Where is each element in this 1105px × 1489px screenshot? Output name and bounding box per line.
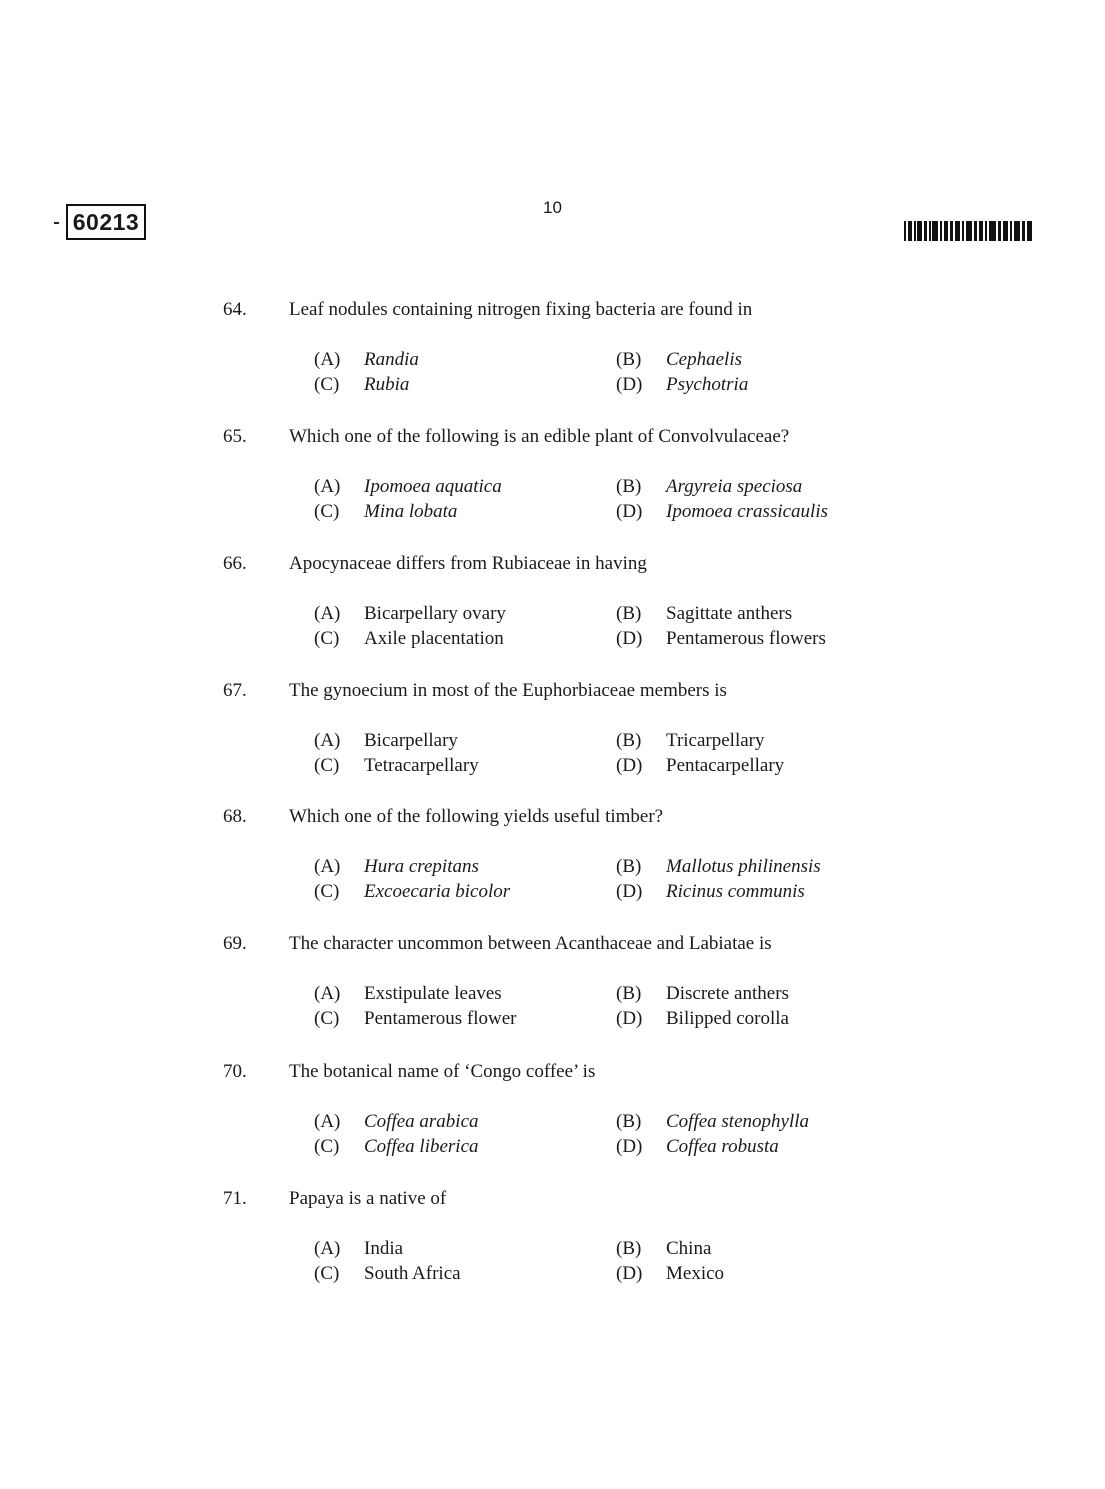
option-text: India [364,1238,404,1259]
option-label: (A) [314,1111,341,1132]
option-c[interactable] [314,374,409,396]
option-text: Cephaelis [666,349,742,370]
option-c[interactable] [314,1136,479,1158]
option-text: Bicarpellary ovary [364,603,506,624]
option-label: (D) [616,501,643,522]
option-text: Tetracarpellary [364,755,479,776]
option-text: Randia [364,349,419,370]
option-c[interactable] [314,501,457,523]
question-64 [0,299,1105,419]
option-a[interactable] [314,1238,403,1260]
option-b[interactable] [616,603,792,625]
option-b[interactable] [616,856,821,878]
option-label: (B) [616,983,642,1004]
question-number: 67. [223,680,247,701]
option-d[interactable] [616,755,784,777]
option-c[interactable] [314,628,504,650]
option-label: (A) [314,983,341,1004]
option-a[interactable] [314,983,502,1005]
question-66 [0,553,1105,673]
option-text: Exstipulate leaves [364,983,502,1004]
option-text: Bicarpellary [364,730,458,751]
option-text: Psychotria [666,374,749,395]
option-text: Pentamerous flowers [666,628,826,649]
question-69 [0,933,1105,1053]
option-text: Ipomoea crassicaulis [666,501,829,522]
option-label: (D) [616,628,643,649]
option-c[interactable] [314,1263,461,1285]
question-number: 64. [223,299,247,320]
option-text: Rubia [364,374,410,395]
option-text: China [666,1238,712,1259]
option-d[interactable] [616,881,805,903]
option-label: (C) [314,1263,340,1284]
question-text: The character uncommon between Acanthaceae and Labiatae is [289,933,772,954]
option-label: (B) [616,603,642,624]
option-label: (C) [314,501,340,522]
question-text: Leaf nodules containing nitrogen fixing bacteria are found in [289,299,753,320]
option-text: Bilipped corolla [666,1008,789,1029]
option-label: (D) [616,1008,643,1029]
question-67 [0,680,1105,800]
margin-dot [54,222,59,224]
option-d[interactable] [616,1263,724,1285]
option-label: (C) [314,628,340,649]
option-label: (A) [314,856,341,877]
option-d[interactable] [616,1136,779,1158]
option-label: (B) [616,1238,642,1259]
option-b[interactable] [616,1238,711,1260]
option-label: (B) [616,349,642,370]
option-label: (B) [616,1111,642,1132]
question-number: 68. [223,806,247,827]
question-text: The gynoecium in most of the Euphorbiaceae members is [289,680,727,701]
option-text: Mexico [666,1263,725,1284]
question-number: 70. [223,1061,247,1082]
option-label: (D) [616,755,643,776]
option-text: Coffea stenophylla [666,1111,810,1132]
option-label: (C) [314,755,340,776]
question-number: 71. [223,1188,247,1209]
question-number: 65. [223,426,247,447]
option-text: Pentamerous flower [364,1008,517,1029]
option-text: Excoecaria bicolor [364,881,511,902]
question-text: Which one of the following is an edible plant of Convolvulaceae? [289,426,790,447]
option-b[interactable] [616,983,789,1005]
option-text: Ricinus communis [666,881,805,902]
question-text: Papaya is a native of [289,1188,447,1209]
option-c[interactable] [314,1008,516,1030]
option-text: Coffea robusta [666,1136,779,1157]
question-number: 66. [223,553,247,574]
question-70 [0,1061,1105,1181]
option-d[interactable] [616,628,826,650]
option-d[interactable] [616,374,748,396]
option-text: Pentacarpellary [666,755,785,776]
question-text: The botanical name of ‘Congo coffee’ is [289,1061,596,1082]
option-text: South Africa [364,1263,461,1284]
option-c[interactable] [314,881,510,903]
option-text: Axile placentation [364,628,504,649]
option-a[interactable] [314,476,502,498]
option-label: (D) [616,881,643,902]
question-number: 69. [223,933,247,954]
option-a[interactable] [314,856,479,878]
option-label: (B) [616,856,642,877]
option-b[interactable] [616,730,765,752]
barcode-icon [904,221,1032,241]
option-d[interactable] [616,1008,789,1030]
option-label: (C) [314,881,340,902]
option-text: Ipomoea aquatica [364,476,502,497]
option-text: Mallotus philinensis [666,856,821,877]
option-text: Sagittate anthers [666,603,793,624]
option-label: (D) [616,374,643,395]
option-d[interactable] [616,501,828,523]
option-b[interactable] [616,476,802,498]
option-b[interactable] [616,1111,809,1133]
option-label: (C) [314,1136,340,1157]
option-label: (A) [314,1238,341,1259]
option-b[interactable] [616,349,742,371]
option-label: (D) [616,1136,643,1157]
option-a[interactable] [314,603,506,625]
option-c[interactable] [314,755,479,777]
option-a[interactable] [314,349,419,371]
option-label: (C) [314,374,340,395]
paper-code: 60213 [72,209,140,235]
option-label: (A) [314,603,341,624]
option-text: Argyreia speciosa [666,476,803,497]
option-text: Tricarpellary [666,730,765,751]
option-text: Hura crepitans [364,856,479,877]
option-label: (B) [616,730,642,751]
option-label: (C) [314,1008,340,1029]
option-label: (B) [616,476,642,497]
option-label: (A) [314,476,341,497]
option-label: (D) [616,1263,643,1284]
question-65 [0,426,1105,546]
question-text: Which one of the following yields useful timber? [289,806,664,827]
option-label: (A) [314,730,341,751]
option-a[interactable] [314,1111,479,1133]
option-text: Discrete anthers [666,983,789,1004]
option-a[interactable] [314,730,458,752]
option-text: Mina lobata [364,501,458,522]
option-label: (A) [314,349,341,370]
option-text: Coffea arabica [364,1111,479,1132]
question-68 [0,806,1105,926]
page-number: 10 [543,198,562,217]
question-71 [0,1188,1105,1308]
option-text: Coffea liberica [364,1136,479,1157]
question-text: Apocynaceae differs from Rubiaceae in having [289,553,647,574]
